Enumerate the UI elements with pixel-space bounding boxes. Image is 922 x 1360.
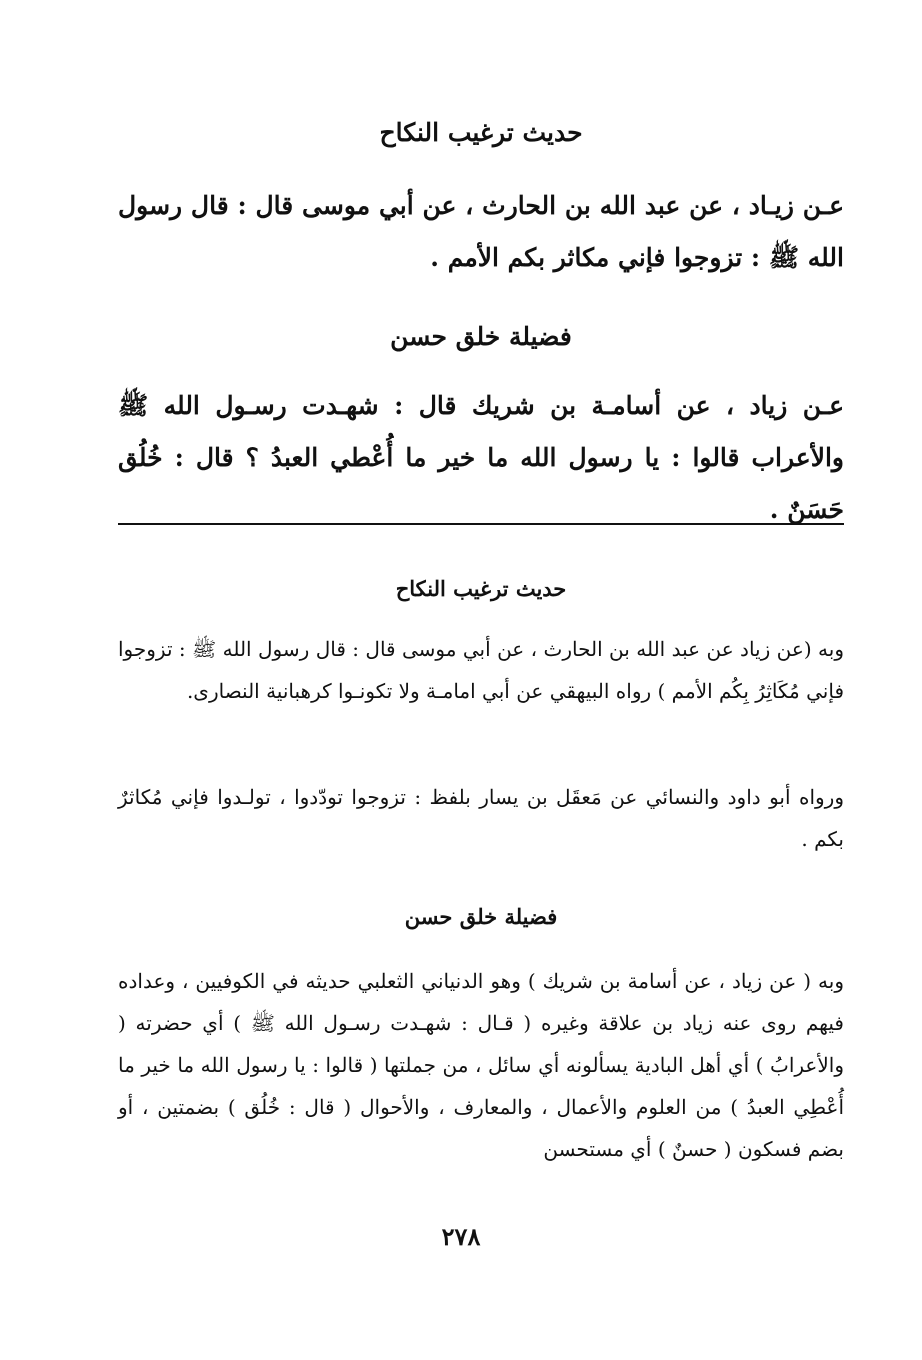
sharh-paragraph-1 — [118, 628, 844, 712]
sharh-paragraph-text: وبه (عن زياد عن عبد الله بن الحارث ، عن أبي موسى قال : قال رسول الله ﷺ : تزوجوا فإني مُكَاثِرُ بِكُم الأمم ) رواه البيهقي عن أبي امامـة ولا تكونـوا كرهبانية النصارى. — [118, 637, 844, 703]
sharh-paragraph-text: ورواه أبو داود والنسائي عن مَعقَل بن يسار بلفظ : تزوجوا تودّدوا ، تولـدوا فإني مُكاثرٌ بكم . — [118, 785, 844, 851]
sharh-paragraph-text: وبه ( عن زياد ، عن أسامة بن شريك ) وهو الدنياني الثعلبي حديثه في الكوفيين ، وعداده فيهم روى عنه زياد بن علاقة وغيره ( قـال : شهـدت رسـول الله ﷺ ) أي حضرته ( والأعرابُ ) أي أهل البادية يسألونه أي سائل ، من جملتها ( قالوا : يا رسول الله ما خير ما أُعْطِي العبدُ ) من العلوم والأعمال ، والمعارف ، والأحوال ( قال : خُلُق ) بضمتين ، أو بضم فسكون ( حسنٌ ) أي مستحسن — [118, 969, 844, 1161]
sharh-paragraph-2 — [118, 776, 844, 860]
sharh-paragraph-3 — [118, 960, 844, 1170]
matn-text-2: عـن زياد ، عن أسامـة بن شريك قال : شهـدت رسـول الله ﷺ والأعراب قالوا : يا رسول الله ما خير ما أُعْطي العبدُ ؟ قال : خُلُق حَسَنٌ . — [118, 391, 844, 524]
sharh-title-2: فضيلة خلق حسن — [404, 904, 558, 929]
matn-title-1: حديث ترغيب النكاح — [379, 118, 583, 147]
page-number: ٢٧٨ — [441, 1222, 481, 1251]
matn-text-1: عـن زيـاد ، عن عبد الله بن الحارث ، عن أبي موسى قال : قال رسول الله ﷺ : تزوجوا فإني مكاثر بكم الأمم . — [118, 191, 844, 272]
section-divider — [118, 523, 844, 525]
matn-title-2: فضيلة خلق حسن — [390, 322, 572, 351]
sharh-title-1: حديث ترغيب النكاح — [395, 576, 567, 601]
